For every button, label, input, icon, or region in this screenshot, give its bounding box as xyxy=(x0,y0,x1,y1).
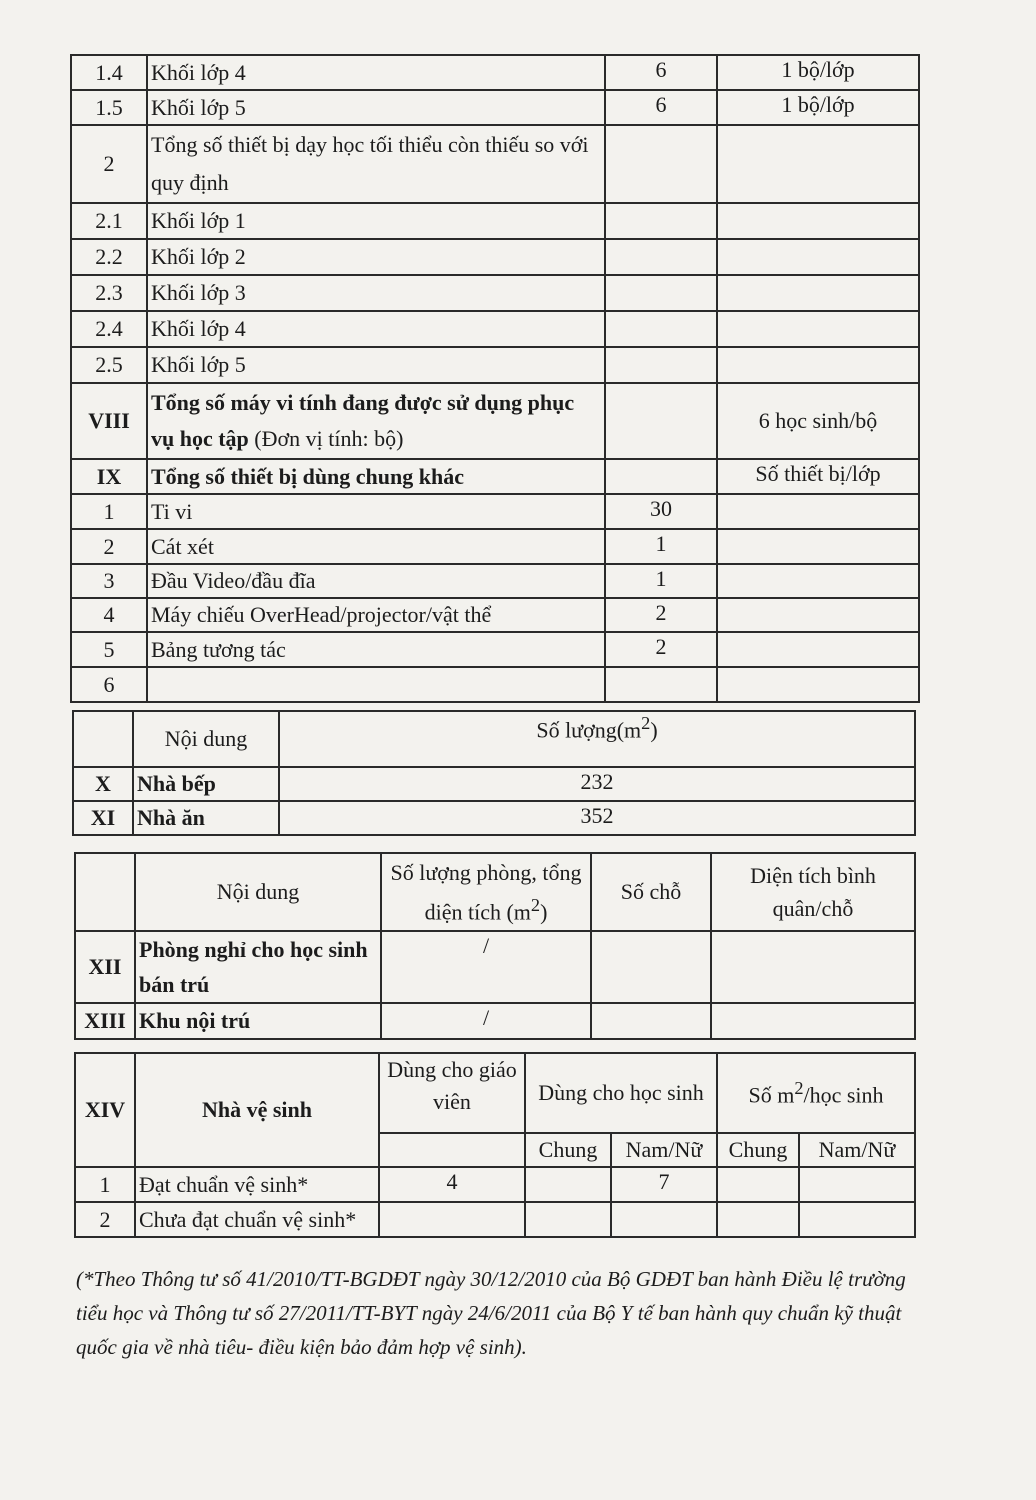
row-content xyxy=(147,383,605,459)
row-quantity: 6 xyxy=(605,55,717,90)
row-ratio: 1 bộ/lớp xyxy=(717,90,919,125)
row-content: Khối lớp 3 xyxy=(147,275,605,311)
row-number: 2.1 xyxy=(71,203,147,239)
row-quantity xyxy=(605,239,717,275)
row-content-unit: (Đơn vị tính: bộ) xyxy=(248,426,404,451)
row-ratio: 6 học sinh/bộ xyxy=(717,383,919,459)
equipment-table xyxy=(70,54,920,703)
table-row xyxy=(71,598,919,632)
row-quantity: 6 xyxy=(605,90,717,125)
row-ratio xyxy=(717,667,919,702)
row-quantity: 30 xyxy=(605,494,717,529)
header-seats: Số chỗ xyxy=(591,853,711,931)
row-quantity xyxy=(605,383,717,459)
table-row xyxy=(71,347,919,383)
row-rooms: / xyxy=(381,1003,591,1039)
row-quantity xyxy=(605,125,717,203)
header-quantity-end: ) xyxy=(650,717,658,743)
row-number: 4 xyxy=(71,598,147,632)
header-content: Nội dung xyxy=(133,711,279,767)
row-quantity xyxy=(605,347,717,383)
table-row xyxy=(75,1003,915,1039)
row-rooms: / xyxy=(381,931,591,1003)
row-ratio xyxy=(717,529,919,564)
row-content: Khu nội trú xyxy=(135,1003,381,1039)
row-number: 2 xyxy=(75,1202,135,1237)
row-content: Nhà bếp xyxy=(133,767,279,801)
header-common: Chung xyxy=(525,1133,611,1167)
row-quantity xyxy=(605,459,717,494)
row-number: VIII xyxy=(71,383,147,459)
row-content-bold: Tổng số máy vi tính đang được sử dụng phục vụ học tập xyxy=(151,390,575,451)
header-number xyxy=(75,853,135,931)
row-area xyxy=(711,931,915,1003)
row-per-common xyxy=(717,1202,799,1237)
row-number: 5 xyxy=(71,632,147,667)
row-ratio xyxy=(717,275,919,311)
header-rooms-sup: 2 xyxy=(530,894,541,915)
row-per-gender xyxy=(799,1167,915,1202)
header-quantity xyxy=(279,711,915,767)
row-content: Máy chiếu OverHead/projector/vật thể xyxy=(147,598,605,632)
header-teacher: Dùng cho giáo viên xyxy=(379,1053,525,1133)
row-ratio xyxy=(717,598,919,632)
table-row xyxy=(73,767,915,801)
table-row xyxy=(71,494,919,529)
row-number: X xyxy=(73,767,133,801)
row-number: 1 xyxy=(75,1167,135,1202)
row-common xyxy=(525,1202,611,1237)
row-quantity: 352 xyxy=(279,801,915,835)
row-content: Khối lớp 1 xyxy=(147,203,605,239)
row-seats xyxy=(591,931,711,1003)
header-rooms xyxy=(381,853,591,931)
header-teacher-sub xyxy=(379,1133,525,1167)
table-row xyxy=(71,564,919,598)
table-header-row xyxy=(73,711,915,767)
header-content: Nhà vệ sinh xyxy=(135,1053,379,1167)
row-per-gender xyxy=(799,1202,915,1237)
row-quantity: 2 xyxy=(605,632,717,667)
row-ratio xyxy=(717,632,919,667)
row-content: Khối lớp 4 xyxy=(147,55,605,90)
table-header-row xyxy=(75,1053,915,1133)
header-area: Diện tích bình quân/chỗ xyxy=(711,853,915,931)
row-ratio xyxy=(717,125,919,203)
row-quantity xyxy=(605,203,717,239)
table-row xyxy=(71,529,919,564)
row-common xyxy=(525,1167,611,1202)
row-ratio xyxy=(717,239,919,275)
row-quantity: 1 xyxy=(605,564,717,598)
row-quantity xyxy=(605,311,717,347)
header-common-2: Chung xyxy=(717,1133,799,1167)
table-row xyxy=(71,383,919,459)
row-number: 2.3 xyxy=(71,275,147,311)
row-number: 3 xyxy=(71,564,147,598)
row-teacher: 4 xyxy=(379,1167,525,1202)
row-teacher xyxy=(379,1202,525,1237)
row-ratio xyxy=(717,564,919,598)
header-number: XIV xyxy=(75,1053,135,1167)
row-content: Bảng tương tác xyxy=(147,632,605,667)
row-number: 1.4 xyxy=(71,55,147,90)
kitchen-table xyxy=(72,710,916,836)
row-content: Tổng số thiết bị dạy học tối thiểu còn thiếu so với quy định xyxy=(147,125,605,203)
row-quantity xyxy=(605,667,717,702)
row-ratio: 1 bộ/lớp xyxy=(717,55,919,90)
table-row xyxy=(71,667,919,702)
row-gender: 7 xyxy=(611,1167,717,1202)
row-number: IX xyxy=(71,459,147,494)
boarding-table xyxy=(74,852,916,1040)
header-number xyxy=(73,711,133,767)
row-content: Cát xét xyxy=(147,529,605,564)
header-per-end: /học sinh xyxy=(803,1082,884,1108)
table-row xyxy=(71,239,919,275)
table-row xyxy=(71,90,919,125)
table-row xyxy=(71,203,919,239)
header-gender: Nam/Nữ xyxy=(611,1133,717,1167)
header-per-student xyxy=(717,1053,915,1133)
row-number: XIII xyxy=(75,1003,135,1039)
row-quantity: 1 xyxy=(605,529,717,564)
row-content: Đạt chuẩn vệ sinh* xyxy=(135,1167,379,1202)
row-content: Ti vi xyxy=(147,494,605,529)
row-number: XII xyxy=(75,931,135,1003)
header-per-sup: 2 xyxy=(794,1078,804,1099)
row-quantity xyxy=(605,275,717,311)
row-number: 1.5 xyxy=(71,90,147,125)
table-row xyxy=(71,311,919,347)
row-ratio xyxy=(717,347,919,383)
table-row xyxy=(71,125,919,203)
row-content xyxy=(147,667,605,702)
row-content: Khối lớp 5 xyxy=(147,90,605,125)
row-quantity: 2 xyxy=(605,598,717,632)
row-number: XI xyxy=(73,801,133,835)
header-gender-2: Nam/Nữ xyxy=(799,1133,915,1167)
row-ratio xyxy=(717,311,919,347)
row-ratio xyxy=(717,203,919,239)
row-content: Phòng nghỉ cho học sinh bán trú xyxy=(135,931,381,1003)
row-content: Chưa đạt chuẩn vệ sinh* xyxy=(135,1202,379,1237)
row-ratio xyxy=(717,494,919,529)
table-row xyxy=(71,275,919,311)
header-content: Nội dung xyxy=(135,853,381,931)
row-content: Khối lớp 5 xyxy=(147,347,605,383)
header-per-text: Số m xyxy=(748,1082,795,1108)
row-per-common xyxy=(717,1167,799,1202)
row-quantity: 232 xyxy=(279,767,915,801)
table-row xyxy=(75,931,915,1003)
row-gender xyxy=(611,1202,717,1237)
row-number: 2.2 xyxy=(71,239,147,275)
header-student: Dùng cho học sinh xyxy=(525,1053,717,1133)
row-number: 2.5 xyxy=(71,347,147,383)
table-row xyxy=(71,632,919,667)
row-content: Nhà ăn xyxy=(133,801,279,835)
row-content: Đầu Video/đầu đĩa xyxy=(147,564,605,598)
table-row xyxy=(75,1202,915,1237)
row-number: 6 xyxy=(71,667,147,702)
table-row xyxy=(73,801,915,835)
table-row xyxy=(75,1167,915,1202)
row-number: 2 xyxy=(71,529,147,564)
row-number: 2 xyxy=(71,125,147,203)
table-row xyxy=(71,55,919,90)
row-content: Khối lớp 4 xyxy=(147,311,605,347)
row-content: Tổng số thiết bị dùng chung khác xyxy=(147,459,605,494)
header-rooms-text: Số lượng phòng, tổng diện tích (m xyxy=(390,859,582,925)
footnote: (*Theo Thông tư số 41/2010/TT-BGDĐT ngày 30/12/2010 của Bộ GDĐT ban hành Điều lệ trường tiểu học và Thông tư số 27/2011/TT-BYT ngày 24/6/2011 của Bộ Y tế ban hành quy chuẩn kỹ thuật quốc gia về nhà tiêu- điều kiện bảo đảm hợp vệ sinh). xyxy=(76,1267,906,1359)
row-area xyxy=(711,1003,915,1039)
header-quantity-text: Số lượng(m xyxy=(536,717,642,743)
header-rooms-end: ) xyxy=(540,899,548,925)
table-row xyxy=(71,459,919,494)
row-number: 2.4 xyxy=(71,311,147,347)
toilet-table xyxy=(74,1052,916,1238)
row-seats xyxy=(591,1003,711,1039)
row-content: Khối lớp 2 xyxy=(147,239,605,275)
header-quantity-sup: 2 xyxy=(641,713,651,733)
row-ratio: Số thiết bị/lớp xyxy=(717,459,919,494)
row-number: 1 xyxy=(71,494,147,529)
table-header-row xyxy=(75,853,915,931)
